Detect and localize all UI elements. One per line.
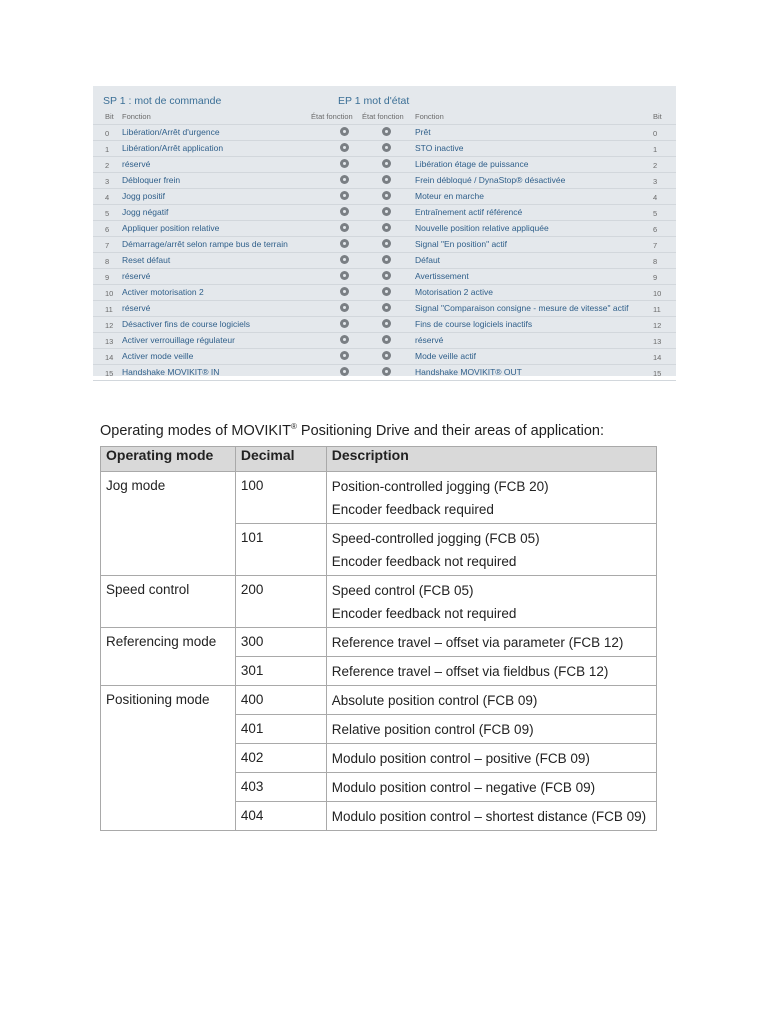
- operating-mode-cell: Referencing mode: [101, 628, 236, 686]
- table-header-row: [101, 447, 657, 472]
- bit-row: [93, 316, 676, 332]
- status-circle-icon: [382, 287, 391, 296]
- bit-number-left: 11: [105, 305, 113, 314]
- bit-row: [93, 332, 676, 348]
- bit-number-left: 3: [105, 177, 110, 186]
- description-line: Encoder feedback required: [331, 502, 494, 517]
- table-row: [101, 686, 657, 715]
- bit-row: [93, 124, 676, 140]
- col-fonction-right: Fonction: [415, 112, 444, 121]
- description-cell: [326, 802, 656, 831]
- description-cell: [326, 686, 656, 715]
- table-row: [101, 472, 657, 524]
- status-circle-icon: [382, 367, 391, 376]
- control-function: réservé: [122, 271, 151, 281]
- bit-number-right: 15: [653, 369, 662, 378]
- bit-number-left: 7: [105, 241, 110, 250]
- control-function: Libération/Arrêt d'urgence: [122, 127, 220, 137]
- description-line: Relative position control (FCB 09): [331, 722, 534, 737]
- description-cell: [326, 715, 656, 744]
- header-description: Description: [326, 447, 656, 472]
- status-function: Défaut: [415, 255, 441, 265]
- bit-number-left: 14: [105, 353, 114, 362]
- status-circle-icon: [340, 239, 349, 248]
- decimal-cell: 101: [235, 524, 326, 576]
- status-circle-icon: [382, 127, 391, 136]
- table-row: [101, 576, 657, 628]
- control-function: Débloquer frein: [122, 175, 181, 185]
- status-function: Mode veille actif: [415, 351, 476, 361]
- bit-number-left: 5: [105, 209, 110, 218]
- bit-number-left: 6: [105, 225, 110, 234]
- description-line: Speed-controlled jogging (FCB 05): [331, 531, 540, 546]
- status-circle-icon: [340, 127, 349, 136]
- col-bit-left: Bit: [105, 112, 114, 121]
- status-function: Libération étage de puissance: [415, 159, 529, 169]
- status-function: réservé: [415, 335, 444, 345]
- status-circle-icon: [340, 303, 349, 312]
- bit-number-right: 9: [653, 273, 658, 282]
- bit-row: [93, 300, 676, 316]
- status-function: Avertissement: [415, 271, 469, 281]
- description-cell: [326, 628, 656, 657]
- control-function: Appliquer position relative: [122, 223, 220, 233]
- status-function: Fins de course logiciels inactifs: [415, 319, 533, 329]
- bit-row: [93, 140, 676, 156]
- bit-row: [93, 188, 676, 204]
- status-circle-icon: [382, 351, 391, 360]
- bit-number-left: 13: [105, 337, 114, 346]
- control-function: Jogg négatif: [122, 207, 169, 217]
- bit-row: [93, 364, 676, 381]
- caption-text-rest: Positioning Drive and their areas of application:: [296, 422, 604, 439]
- control-function: Activer motorisation 2: [122, 287, 204, 297]
- bit-row: [93, 236, 676, 252]
- table-row: [101, 628, 657, 657]
- status-circle-icon: [382, 239, 391, 248]
- description-line: Encoder feedback not required: [331, 554, 517, 569]
- bit-row: [93, 204, 676, 220]
- status-circle-icon: [382, 319, 391, 328]
- control-function: réservé: [122, 303, 151, 313]
- bit-number-left: 8: [105, 257, 110, 266]
- status-circle-icon: [382, 175, 391, 184]
- status-circle-icon: [382, 207, 391, 216]
- col-etat-fonction-2: État fonction: [362, 112, 404, 121]
- bit-number-right: 13: [653, 337, 662, 346]
- col-etat-fonction-1: État fonction: [311, 112, 353, 121]
- ep1-title: EP 1 mot d'état: [338, 95, 410, 107]
- bit-number-left: 10: [105, 289, 114, 298]
- status-function: Motorisation 2 active: [415, 287, 493, 297]
- status-function: Moteur en marche: [415, 191, 484, 201]
- status-circle-icon: [340, 335, 349, 344]
- status-function: Nouvelle position relative appliquée: [415, 223, 549, 233]
- bit-number-left: 12: [105, 321, 114, 330]
- status-circle-icon: [382, 159, 391, 168]
- bit-number-left: 15: [105, 369, 114, 378]
- control-function: Reset défaut: [122, 255, 171, 265]
- description-cell: [326, 576, 656, 628]
- bit-number-right: 11: [653, 305, 661, 314]
- status-circle-icon: [340, 143, 349, 152]
- status-circle-icon: [382, 191, 391, 200]
- bit-number-left: 2: [105, 161, 110, 170]
- header-operating-mode: Operating mode: [101, 447, 236, 472]
- decimal-cell: 300: [235, 628, 326, 657]
- status-function: Signal "En position" actif: [415, 239, 508, 249]
- status-function: Handshake MOVIKIT® OUT: [415, 367, 522, 377]
- description-line: Modulo position control – positive (FCB 09): [331, 751, 590, 766]
- status-circle-icon: [382, 143, 391, 152]
- header-decimal: Decimal: [235, 447, 326, 472]
- table-caption: [100, 422, 604, 439]
- bit-number-right: 1: [653, 145, 658, 154]
- description-cell: [326, 773, 656, 802]
- description-cell: [326, 524, 656, 576]
- bit-row: [93, 252, 676, 268]
- bit-number-right: 8: [653, 257, 658, 266]
- caption-text: Operating modes of MOVIKIT: [100, 422, 291, 439]
- status-function: Prêt: [415, 127, 431, 137]
- decimal-cell: 401: [235, 715, 326, 744]
- status-circle-icon: [382, 335, 391, 344]
- decimal-cell: 403: [235, 773, 326, 802]
- control-function: Démarrage/arrêt selon rampe bus de terrain: [122, 239, 288, 249]
- description-cell: [326, 744, 656, 773]
- status-circle-icon: [340, 271, 349, 280]
- col-bit-right: Bit: [653, 112, 662, 121]
- bit-rows: [93, 124, 676, 381]
- bit-number-right: 3: [653, 177, 658, 186]
- decimal-cell: 404: [235, 802, 326, 831]
- bit-number-right: 7: [653, 241, 658, 250]
- description-line: Speed control (FCB 05): [331, 583, 474, 598]
- decimal-cell: 100: [235, 472, 326, 524]
- control-function: Libération/Arrêt application: [122, 143, 224, 153]
- status-circle-icon: [382, 271, 391, 280]
- status-circle-icon: [382, 303, 391, 312]
- bit-row: [93, 284, 676, 300]
- bit-row: [93, 220, 676, 236]
- status-circle-icon: [340, 367, 349, 376]
- status-circle-icon: [340, 159, 349, 168]
- bit-number-right: 10: [653, 289, 662, 298]
- operating-mode-cell: Positioning mode: [101, 686, 236, 831]
- description-line: Absolute position control (FCB 09): [331, 693, 538, 708]
- bit-number-right: 2: [653, 161, 658, 170]
- bit-row: [93, 172, 676, 188]
- bit-row: [93, 268, 676, 284]
- control-function: réservé: [122, 159, 151, 169]
- description-line: Reference travel – offset via fieldbus (FCB 12): [331, 664, 609, 679]
- control-function: Désactiver fins de course logiciels: [122, 319, 251, 329]
- control-function: Activer verrouillage régulateur: [122, 335, 235, 345]
- bit-number-right: 4: [653, 193, 658, 202]
- bit-number-left: 9: [105, 273, 110, 282]
- status-circle-icon: [382, 223, 391, 232]
- bit-row: [93, 156, 676, 172]
- status-function: Signal "Comparaison consigne - mesure de vitesse" actif: [415, 303, 629, 313]
- status-circle-icon: [382, 255, 391, 264]
- control-status-word-panel: [93, 86, 676, 376]
- bit-number-left: 1: [105, 145, 110, 154]
- operating-modes-table: [100, 446, 657, 831]
- status-circle-icon: [340, 287, 349, 296]
- control-function: Jogg positif: [122, 191, 165, 201]
- status-circle-icon: [340, 175, 349, 184]
- bit-number-right: 0: [653, 129, 658, 138]
- control-function: Handshake MOVIKIT® IN: [122, 367, 220, 377]
- description-line: Position-controlled jogging (FCB 20): [331, 479, 549, 494]
- bit-number-left: 4: [105, 193, 110, 202]
- status-circle-icon: [340, 207, 349, 216]
- bit-number-right: 5: [653, 209, 658, 218]
- bit-row: [93, 348, 676, 364]
- status-circle-icon: [340, 255, 349, 264]
- description-line: Modulo position control – shortest distance (FCB 09): [331, 809, 647, 824]
- bit-number-right: 12: [653, 321, 662, 330]
- status-circle-icon: [340, 191, 349, 200]
- status-circle-icon: [340, 351, 349, 360]
- decimal-cell: 400: [235, 686, 326, 715]
- operating-mode-cell: Speed control: [101, 576, 236, 628]
- description-cell: [326, 472, 656, 524]
- control-function: Activer mode veille: [122, 351, 194, 361]
- description-cell: [326, 657, 656, 686]
- description-line: Encoder feedback not required: [331, 606, 517, 621]
- status-function: Entraînement actif référencé: [415, 207, 523, 217]
- status-function: STO inactive: [415, 143, 464, 153]
- description-line: Modulo position control – negative (FCB 09): [331, 780, 596, 795]
- status-circle-icon: [340, 319, 349, 328]
- decimal-cell: 402: [235, 744, 326, 773]
- bit-number-left: 0: [105, 129, 110, 138]
- decimal-cell: 200: [235, 576, 326, 628]
- bit-number-right: 6: [653, 225, 658, 234]
- bit-number-right: 14: [653, 353, 662, 362]
- caption-registered-mark: ®: [291, 422, 297, 431]
- sp1-title: SP 1 : mot de commande: [103, 95, 222, 107]
- status-circle-icon: [340, 223, 349, 232]
- col-fonction-left: Fonction: [122, 112, 151, 121]
- description-line: Reference travel – offset via parameter (FCB 12): [331, 635, 624, 650]
- operating-mode-cell: Jog mode: [101, 472, 236, 576]
- decimal-cell: 301: [235, 657, 326, 686]
- status-function: Frein débloqué / DynaStop® désactivée: [415, 175, 566, 185]
